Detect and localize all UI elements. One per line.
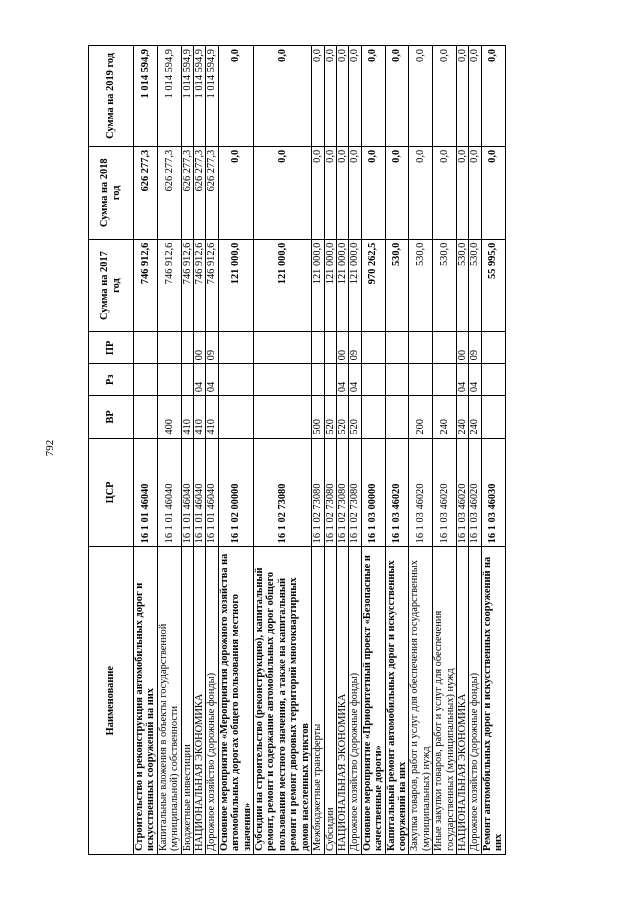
cell-sum-2018: 0,0 bbox=[218, 146, 253, 239]
cell-rz bbox=[157, 364, 181, 396]
cell-vr bbox=[134, 396, 158, 438]
cell-sum-2018: 0,0 bbox=[481, 146, 505, 239]
cell-sum-2017: 55 995,0 bbox=[481, 239, 505, 332]
cell-sum-2017: 746 912,6 bbox=[134, 239, 158, 332]
cell-pr bbox=[481, 332, 505, 364]
table-row bbox=[312, 46, 324, 855]
cell-sum-2017: 530,0 bbox=[469, 239, 481, 332]
cell-name: Межбюджетные трансферты bbox=[312, 547, 324, 855]
cell-sum-2018: 0,0 bbox=[254, 146, 312, 239]
cell-sum-2019: 1 014 594,9 bbox=[206, 46, 218, 147]
table-row bbox=[336, 46, 348, 855]
table-row bbox=[456, 46, 468, 855]
cell-csr: 16 1 03 46030 bbox=[481, 438, 505, 547]
cell-sum-2018: 0,0 bbox=[312, 146, 324, 239]
cell-sum-2019: 0,0 bbox=[409, 46, 433, 147]
cell-rz bbox=[181, 364, 193, 396]
table-row bbox=[181, 46, 193, 855]
cell-sum-2018: 0,0 bbox=[433, 146, 457, 239]
cell-sum-2017: 121 000,0 bbox=[218, 239, 253, 332]
cell-rz bbox=[361, 364, 385, 396]
table-row bbox=[481, 46, 505, 855]
table-row bbox=[254, 46, 312, 855]
table-row bbox=[385, 46, 409, 855]
cell-rz bbox=[134, 364, 158, 396]
cell-rz bbox=[409, 364, 433, 396]
cell-sum-2019: 1 014 594,9 bbox=[157, 46, 181, 147]
cell-vr: 500 bbox=[312, 396, 324, 438]
cell-vr: 410 bbox=[206, 396, 218, 438]
cell-name: Дорожное хозяйство (дорожные фонды) bbox=[349, 547, 361, 855]
cell-vr: 520 bbox=[324, 396, 336, 438]
cell-sum-2017: 746 912,6 bbox=[206, 239, 218, 332]
cell-sum-2018: 0,0 bbox=[324, 146, 336, 239]
table-row bbox=[469, 46, 481, 855]
cell-csr: 16 1 01 46040 bbox=[134, 438, 158, 547]
table-row bbox=[361, 46, 385, 855]
cell-sum-2017: 121 000,0 bbox=[324, 239, 336, 332]
cell-csr: 16 1 01 46040 bbox=[206, 438, 218, 547]
cell-vr bbox=[254, 396, 312, 438]
cell-csr: 16 1 03 46020 bbox=[409, 438, 433, 547]
cell-name: Бюджетные инвестиции bbox=[181, 547, 193, 855]
cell-rz: 04 bbox=[194, 364, 206, 396]
budget-table bbox=[88, 45, 506, 855]
cell-pr bbox=[312, 332, 324, 364]
cell-name: НАЦИОНАЛЬНАЯ ЭКОНОМИКА bbox=[336, 547, 348, 855]
cell-sum-2018: 0,0 bbox=[469, 146, 481, 239]
cell-sum-2017: 746 912,6 bbox=[157, 239, 181, 332]
cell-sum-2019: 0,0 bbox=[336, 46, 348, 147]
cell-sum-2017: 121 000,0 bbox=[312, 239, 324, 332]
cell-csr: 16 1 03 46020 bbox=[456, 438, 468, 547]
cell-sum-2019: 0,0 bbox=[349, 46, 361, 147]
cell-csr: 16 1 03 46020 bbox=[469, 438, 481, 547]
cell-sum-2019: 0,0 bbox=[433, 46, 457, 147]
cell-pr: 09 bbox=[469, 332, 481, 364]
cell-sum-2019: 0,0 bbox=[469, 46, 481, 147]
cell-rz: 04 bbox=[206, 364, 218, 396]
header-csr: ЦСР bbox=[89, 438, 134, 547]
cell-pr bbox=[433, 332, 457, 364]
cell-sum-2017: 530,0 bbox=[385, 239, 409, 332]
cell-sum-2017: 121 000,0 bbox=[349, 239, 361, 332]
cell-name: Дорожное хозяйство (дорожные фонды) bbox=[206, 547, 218, 855]
cell-sum-2018: 626 277,3 bbox=[157, 146, 181, 239]
cell-csr: 16 1 03 46020 bbox=[385, 438, 409, 547]
cell-pr bbox=[385, 332, 409, 364]
cell-csr: 16 1 02 73080 bbox=[349, 438, 361, 547]
cell-vr bbox=[361, 396, 385, 438]
cell-csr: 16 1 01 46040 bbox=[181, 438, 193, 547]
cell-csr: 16 1 02 73080 bbox=[324, 438, 336, 547]
cell-rz: 04 bbox=[349, 364, 361, 396]
cell-name: Капитальный ремонт автомобильных дорог и искусственных сооружений на них bbox=[385, 547, 409, 855]
cell-pr bbox=[218, 332, 253, 364]
cell-vr: 240 bbox=[469, 396, 481, 438]
cell-name: Субсидии на строительство (реконструкцию), капитальный ремонт, ремонт и содержание автомобильных дорог общего пользования местного значения, а также на капитальный ремонт и ремонт дворовых территорий многоквартирных домов населенных пунктов bbox=[254, 547, 312, 855]
cell-name: Строительство и реконструкция автомобильных дорог и искусственных сооружений на них bbox=[134, 547, 158, 855]
cell-name: Основное мероприятие «Мероприятия дорожного хозяйства на автомобильных дорогах общего пользования местного значения» bbox=[218, 547, 253, 855]
header-vr: ВР bbox=[89, 396, 134, 438]
table-row bbox=[194, 46, 206, 855]
cell-vr: 520 bbox=[336, 396, 348, 438]
cell-sum-2019: 0,0 bbox=[385, 46, 409, 147]
cell-csr: 16 1 02 73080 bbox=[254, 438, 312, 547]
cell-sum-2018: 0,0 bbox=[361, 146, 385, 239]
cell-name: НАЦИОНАЛЬНАЯ ЭКОНОМИКА bbox=[456, 547, 468, 855]
header-name: Наименование bbox=[89, 547, 134, 855]
cell-pr bbox=[361, 332, 385, 364]
cell-name: Субсидии bbox=[324, 547, 336, 855]
header-sum-2017: Сумма на 2017 год bbox=[89, 239, 134, 332]
table-row bbox=[157, 46, 181, 855]
cell-rz bbox=[254, 364, 312, 396]
cell-rz: 04 bbox=[456, 364, 468, 396]
cell-sum-2019: 1 014 594,9 bbox=[194, 46, 206, 147]
cell-rz bbox=[433, 364, 457, 396]
cell-sum-2017: 121 000,0 bbox=[254, 239, 312, 332]
table-body bbox=[134, 46, 506, 855]
cell-rz bbox=[324, 364, 336, 396]
cell-sum-2019: 1 014 594,9 bbox=[181, 46, 193, 147]
table-row bbox=[218, 46, 253, 855]
cell-pr bbox=[409, 332, 433, 364]
cell-name: НАЦИОНАЛЬНАЯ ЭКОНОМИКА bbox=[194, 547, 206, 855]
cell-pr: 00 bbox=[194, 332, 206, 364]
header-sum-2018: Сумма на 2018 год bbox=[89, 146, 134, 239]
cell-sum-2018: 0,0 bbox=[409, 146, 433, 239]
cell-rz bbox=[312, 364, 324, 396]
table-row bbox=[206, 46, 218, 855]
table-row bbox=[349, 46, 361, 855]
cell-sum-2019: 1 014 594,9 bbox=[134, 46, 158, 147]
cell-csr: 16 1 03 00000 bbox=[361, 438, 385, 547]
cell-vr: 410 bbox=[181, 396, 193, 438]
cell-sum-2018: 626 277,3 bbox=[206, 146, 218, 239]
cell-sum-2019: 0,0 bbox=[481, 46, 505, 147]
cell-sum-2018: 626 277,3 bbox=[194, 146, 206, 239]
header-pr: ПР bbox=[89, 332, 134, 364]
table-row bbox=[134, 46, 158, 855]
cell-vr bbox=[218, 396, 253, 438]
cell-name: Закупка товаров, работ и услуг для обеспечения государственных (муниципальных) нужд bbox=[409, 547, 433, 855]
header-sum-2019: Сумма на 2019 год bbox=[89, 46, 134, 147]
cell-sum-2017: 530,0 bbox=[409, 239, 433, 332]
cell-sum-2018: 0,0 bbox=[385, 146, 409, 239]
table-row bbox=[433, 46, 457, 855]
cell-name: Основное мероприятие «Приоритетный проект «Безопасные и качественные дороги» bbox=[361, 547, 385, 855]
cell-name: Дорожное хозяйство (дорожные фонды) bbox=[469, 547, 481, 855]
cell-vr: 200 bbox=[409, 396, 433, 438]
cell-pr: 09 bbox=[349, 332, 361, 364]
cell-sum-2017: 121 000,0 bbox=[336, 239, 348, 332]
cell-sum-2017: 746 912,6 bbox=[194, 239, 206, 332]
table-row bbox=[324, 46, 336, 855]
cell-csr: 16 1 02 73080 bbox=[336, 438, 348, 547]
page-number: 792 bbox=[44, 439, 56, 457]
cell-csr: 16 1 01 46040 bbox=[157, 438, 181, 547]
cell-csr: 16 1 02 73080 bbox=[312, 438, 324, 547]
cell-name: Иные закупки товаров, работ и услуг для обеспечения государственных (муниципальных) нужд bbox=[433, 547, 457, 855]
cell-rz bbox=[385, 364, 409, 396]
cell-sum-2017: 746 912,6 bbox=[181, 239, 193, 332]
cell-sum-2018: 0,0 bbox=[456, 146, 468, 239]
cell-pr bbox=[181, 332, 193, 364]
cell-sum-2018: 626 277,3 bbox=[181, 146, 193, 239]
cell-sum-2019: 0,0 bbox=[361, 46, 385, 147]
cell-pr bbox=[254, 332, 312, 364]
cell-rz bbox=[218, 364, 253, 396]
cell-rz: 04 bbox=[336, 364, 348, 396]
cell-rz bbox=[481, 364, 505, 396]
cell-sum-2018: 0,0 bbox=[349, 146, 361, 239]
header-rz: Рз bbox=[89, 364, 134, 396]
cell-sum-2017: 530,0 bbox=[456, 239, 468, 332]
cell-sum-2017: 530,0 bbox=[433, 239, 457, 332]
cell-rz: 04 bbox=[469, 364, 481, 396]
cell-pr: 00 bbox=[336, 332, 348, 364]
cell-vr: 410 bbox=[194, 396, 206, 438]
cell-name: Капитальные вложения в объекты государственной (муниципальной) собственности bbox=[157, 547, 181, 855]
cell-csr: 16 1 03 46020 bbox=[433, 438, 457, 547]
cell-sum-2019: 0,0 bbox=[324, 46, 336, 147]
rotated-table-container bbox=[88, 45, 580, 855]
cell-csr: 16 1 01 46040 bbox=[194, 438, 206, 547]
table-header-row bbox=[89, 46, 134, 855]
cell-name: Ремонт автомобильных дорог и искусственных сооружений на них bbox=[481, 547, 505, 855]
cell-pr bbox=[134, 332, 158, 364]
cell-sum-2019: 0,0 bbox=[254, 46, 312, 147]
cell-vr: 400 bbox=[157, 396, 181, 438]
table-row bbox=[409, 46, 433, 855]
cell-vr: 240 bbox=[433, 396, 457, 438]
cell-sum-2017: 970 262,5 bbox=[361, 239, 385, 332]
cell-sum-2019: 0,0 bbox=[218, 46, 253, 147]
cell-vr bbox=[481, 396, 505, 438]
cell-sum-2018: 0,0 bbox=[336, 146, 348, 239]
cell-sum-2019: 0,0 bbox=[456, 46, 468, 147]
cell-sum-2018: 626 277,3 bbox=[134, 146, 158, 239]
cell-sum-2019: 0,0 bbox=[312, 46, 324, 147]
cell-pr: 00 bbox=[456, 332, 468, 364]
cell-vr: 520 bbox=[349, 396, 361, 438]
cell-pr bbox=[324, 332, 336, 364]
cell-vr bbox=[385, 396, 409, 438]
cell-pr bbox=[157, 332, 181, 364]
cell-vr: 240 bbox=[456, 396, 468, 438]
cell-pr: 09 bbox=[206, 332, 218, 364]
cell-csr: 16 1 02 00000 bbox=[218, 438, 253, 547]
